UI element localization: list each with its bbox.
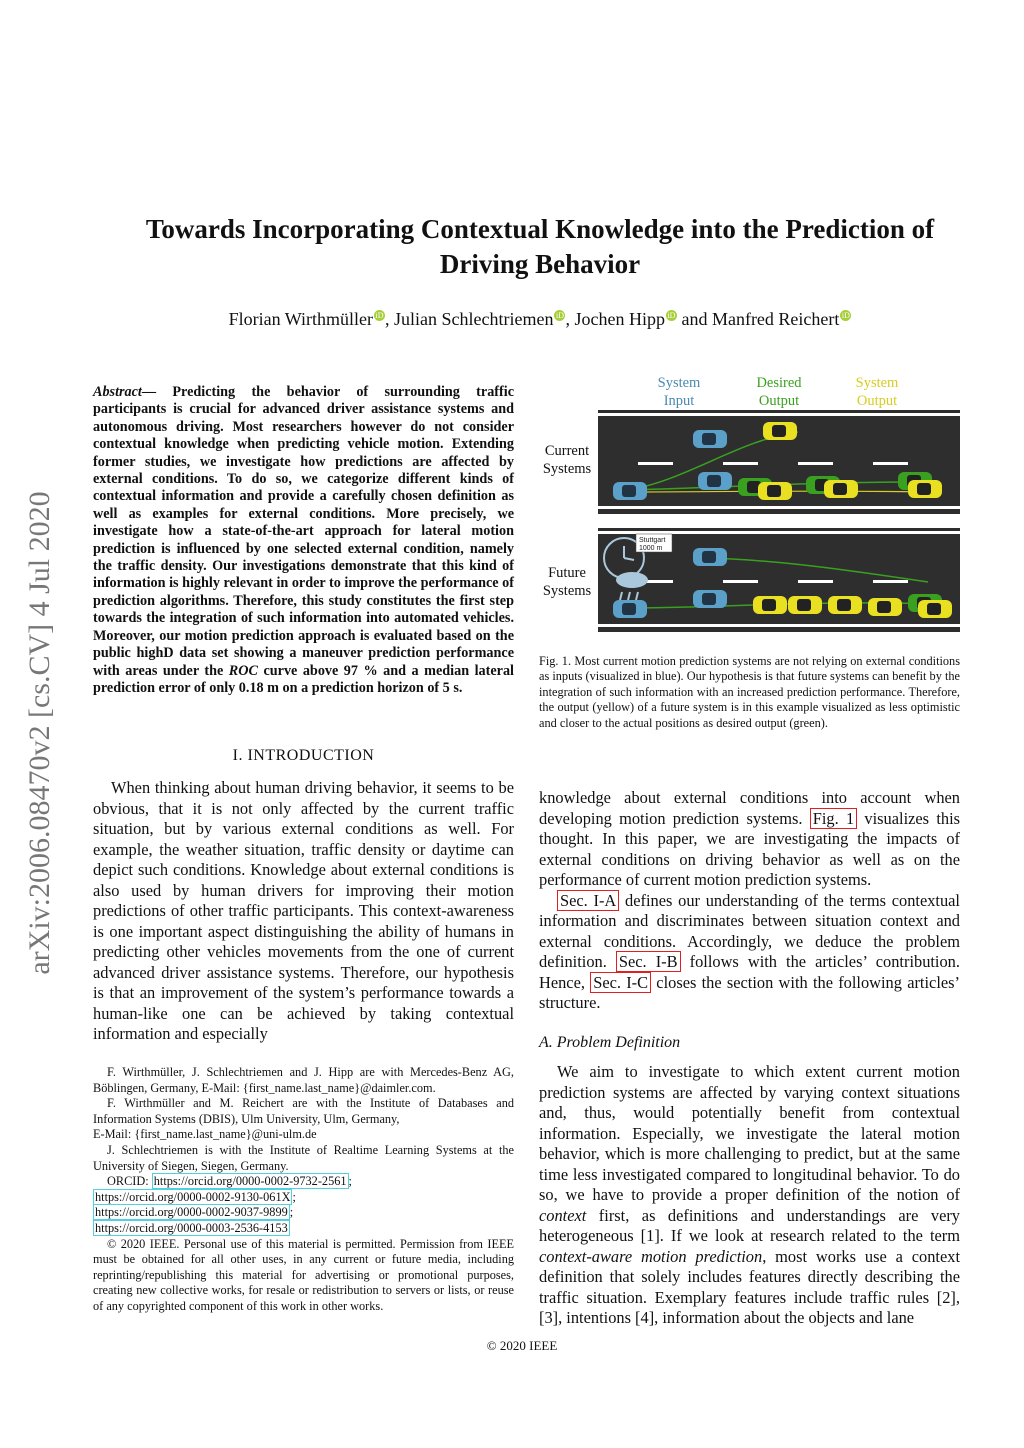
text-span: , most works use a context definition that solely includes features directly describing the traffic situation. Exemplary features include traffic rules [2], [3], intentions [4], information about the objects and lane <box>539 1246 960 1327</box>
intro-col2-p2 <box>539 891 960 1014</box>
footnote-affiliation-3: J. Schlechtriemen is with the Institute of Realtime Learning Systems at the University of Siegen, Siegen, Germany. <box>93 1142 514 1173</box>
problem-definition-text <box>539 1062 960 1329</box>
author-list <box>100 309 980 330</box>
author-name: Manfred Reichert <box>711 309 840 329</box>
author-separator: , <box>565 309 575 329</box>
text-span: closes the section with the following articles’ structure. <box>539 972 960 1012</box>
text-span: first, as definitions and understandings are very heterogeneous [1]. If we look at research related to the term <box>539 1205 960 1245</box>
car-system-output <box>828 596 862 614</box>
text-span-italic: context-aware motion prediction <box>539 1246 763 1266</box>
orcid-icon[interactable]: iD <box>841 311 850 320</box>
footnote-affiliation-2: F. Wirthmüller and M. Reichert are with the Institute of Databases and Information Systems (DBIS), Ulm University, Ulm, Germany, <box>93 1096 514 1126</box>
text-span: knowledge about external conditions into account when developing motion prediction systems. <box>539 788 960 828</box>
abstract-text-end: curve above 97 % and a median lateral prediction error of only 0.18 m on a prediction horizon of 5 s. <box>93 662 514 696</box>
legend-label: System <box>657 375 701 391</box>
author-separator: , <box>385 309 395 329</box>
intro-paragraph-2 <box>539 788 960 1014</box>
legend-system-output <box>837 374 917 410</box>
car-system-output <box>908 480 942 498</box>
orcid-link[interactable]: https://orcid.org/0000-0003-2536-4153 <box>95 1220 288 1235</box>
page-footer: © 2020 IEEE <box>486 1338 558 1353</box>
text-span: We aim to investigate to which extent current motion prediction systems are affected by varying context situations and, thus, would potentially benefit from contextual information. Especially, we investigate the lateral motion behavior, which is more challenging to predict, but at the same time less investigated compared to longitudinal behavior. To do so, we have to provide a proper definition of the notion of <box>539 1062 960 1204</box>
text-span: defines our understanding of the terms contextual information and discriminates between situation context and external conditions. Accordingly, we deduce the problem definition. <box>539 890 960 971</box>
section-ref-link[interactable]: Sec. I-A <box>557 890 619 911</box>
text-span: follows with the articles’ contribution. Hence, <box>539 952 960 992</box>
intro-col2-p1 <box>539 788 960 891</box>
section-ref-link[interactable]: Sec. I-B <box>616 951 681 972</box>
legend-label: Output <box>856 393 898 409</box>
intro-text: When thinking about human driving behavior, it seems to be obvious, that it is not only affected by the current traffic situation, but by various external conditions as well. For example, the weather situation, traffic density or daytime can depict such conditions. Knowledge about external conditions is also used by human drivers for improving their motion predictions of other traffic participants. This context-awareness is one important aspect distinguishing the ability of humans in predicting other vehicles movements from the one of current advanced driver assistance systems. Therefore, our hypothesis is that an improvement of the system’s performance towards a human-like one can be achieved by taking contextual information and especially <box>93 778 514 1043</box>
sign-text: Stuttgart <box>639 537 666 544</box>
paper-title: Towards Incorporating Contextual Knowledge into the Prediction of Driving Behavior <box>145 214 935 279</box>
intro-paragraph-1 <box>93 778 514 1045</box>
footnote-affiliation-2-email: E-Mail: {first_name.last_name}@uni-ulm.de <box>93 1127 317 1142</box>
figure-ref-link[interactable]: Fig. 1 <box>810 808 857 829</box>
lane-border <box>598 531 960 534</box>
car-system-output <box>824 480 858 498</box>
legend-desired-output <box>739 374 819 410</box>
car-system-input <box>698 472 732 490</box>
arxiv-identifier: arXiv:2006.08470v2 [cs.CV] 4 Jul 2020 <box>23 491 56 975</box>
subsection-heading-problem-definition: A. Problem Definition <box>539 1034 681 1051</box>
footnotes: F. Wirthmüller, J. Schlechtriemen and J. Hipp are with Mercedes-Benz AG, Böblingen, Germany, E-Mail: {first_name.last_name}@daimler.com. F. Wirthmüller and M. Reichert are with the Institute of Databases and Information Systems (DBIS), Ulm University, Ulm, Germany, E-Mail: {first_name.last_name}@uni-ulm.de J. Schlechtriemen is with the Institute of Realtime Learning Systems at the University of Siegen, Siegen, Germany. ORCID: https://orcid.org/0000-0002-9732-2561 ; https://orcid.org/0000-0002-9130-061X ; https://orcid.org/0000-0002-9037-9899 ; https://orcid.org/0000-0003-2536-4153 © 2020 IEEE. Personal use of this material is permitted. Permission from IEEE must be obtained for all other uses, in any current or future media, including reprinting/republishing this material for advertising or promotional purposes, creating new collective works, for resale or redistribution to servers or lists, or reuse of any copyrighted component of this work in other works. <box>93 1065 514 1313</box>
section-ref-link[interactable]: Sec. I-C <box>590 972 651 993</box>
row-label: Current <box>544 443 590 459</box>
legend-system-input <box>639 374 719 410</box>
row-label-current-systems <box>539 442 595 478</box>
row-label: Systems <box>542 583 592 599</box>
car-system-output <box>868 598 902 616</box>
car-system-input <box>693 590 727 608</box>
legend-label: Output <box>758 393 800 409</box>
orcid-link[interactable]: https://orcid.org/0000-0002-9732-2561 <box>153 1174 347 1189</box>
orcid-icon[interactable]: iD <box>375 311 384 320</box>
text-span-italic: context <box>539 1205 587 1225</box>
car-system-output <box>763 422 797 440</box>
author-separator: and <box>676 309 712 329</box>
problem-definition-paragraph <box>539 1062 960 1329</box>
abstract <box>93 384 514 697</box>
section-heading-introduction: I. INTRODUCTION <box>232 747 375 764</box>
car-system-input <box>613 482 647 500</box>
author-name: Florian Wirthmüller <box>228 309 374 329</box>
abstract-roc: ROC <box>228 662 258 679</box>
orcid-link[interactable]: https://orcid.org/0000-0002-9130-061X <box>95 1189 291 1204</box>
car-system-input <box>693 548 727 566</box>
traffic-scene-illustration <box>598 410 960 634</box>
car-system-output <box>788 596 822 614</box>
footnote-affiliation-1: F. Wirthmüller, J. Schlechtriemen and J. Hipp are with Mercedes-Benz AG, Böblingen, Germany, E-Mail: {first_name.last_name}@daimler.com. <box>93 1065 514 1095</box>
orcid-link[interactable]: https://orcid.org/0000-0002-9037-9899 <box>95 1205 288 1220</box>
footnote-orcid: ORCID: https://orcid.org/0000-0002-9732-2561 ; <box>107 1174 352 1189</box>
car-system-output <box>918 600 952 618</box>
car-system-input <box>613 600 647 618</box>
legend-label: Input <box>663 393 695 409</box>
car-system-output <box>758 482 792 500</box>
lane-border <box>598 506 960 509</box>
cloud-icon <box>616 572 648 588</box>
legend-label: System <box>855 375 899 391</box>
abstract-text: — Predicting the behavior of surrounding traffic participants is crucial for advanced driver assistance systems and autonomous driving. Most researchers however do not consider contextual knowledge when predicting vehicle motion. Extending former studies, we investigate how predictions are affected by external conditions. To do so, we categorize different kinds of contextual information and provide a carefully chosen definition as well as examples for external conditions. More precisely, we investigate how a state-of-the-art approach for lateral motion prediction is influenced by one selected external condition, namely the traffic density. Our investigations demonstrate that this kind of information is highly relevant in order to improve the performance of prediction algorithms. Therefore, this study constitutes the first step towards the integration of such information into automated vehicles. Moreover, our motion prediction approach is evaluated based on the public highD data set showing a maneuver prediction performance with areas under the <box>93 384 514 679</box>
legend-label: Desired <box>756 375 802 391</box>
author-name: Julian Schlechtriemen <box>394 309 554 329</box>
text-span: visualizes this thought. In this paper, we are investigating the impacts of external conditions on driving behavior as well as on the performance of current motion prediction systems. <box>539 808 960 889</box>
lane-border <box>598 624 960 627</box>
row-label-future-systems <box>539 564 595 600</box>
author-name: Jochen Hipp <box>574 309 665 329</box>
car-system-input <box>693 430 727 448</box>
orcid-icon[interactable]: iD <box>555 311 564 320</box>
figure-1 <box>539 372 960 634</box>
abstract-label: Abstract <box>93 384 142 400</box>
sign-text: 1000 m <box>639 545 663 552</box>
orcid-label: ORCID: <box>107 1174 152 1189</box>
car-system-output <box>753 596 787 614</box>
footnote-copyright: © 2020 IEEE. Personal use of this material is permitted. Permission from IEEE must be obtained for all other uses, in any current or future media, including reprinting/republishing this material for advertising or promotional purposes, creating new collective works, for resale or redistribution to servers or lists, or reuse of any copyrighted component of this work in other works. <box>93 1236 514 1313</box>
figure-1-caption: Fig. 1. Most current motion prediction systems are not relying on external conditions as inputs (visualized in blue). Our hypothesis is that future systems can benefit by the integration of such information with an increased prediction performance. Therefore, the output (yellow) of a future system is in this example visualized as less optimistic and closer to the actual positions as desired output (green). <box>539 654 960 730</box>
lane-border <box>598 413 960 416</box>
row-label: Future <box>548 565 586 581</box>
orcid-icon[interactable]: iD <box>667 311 676 320</box>
row-label: Systems <box>542 461 592 477</box>
